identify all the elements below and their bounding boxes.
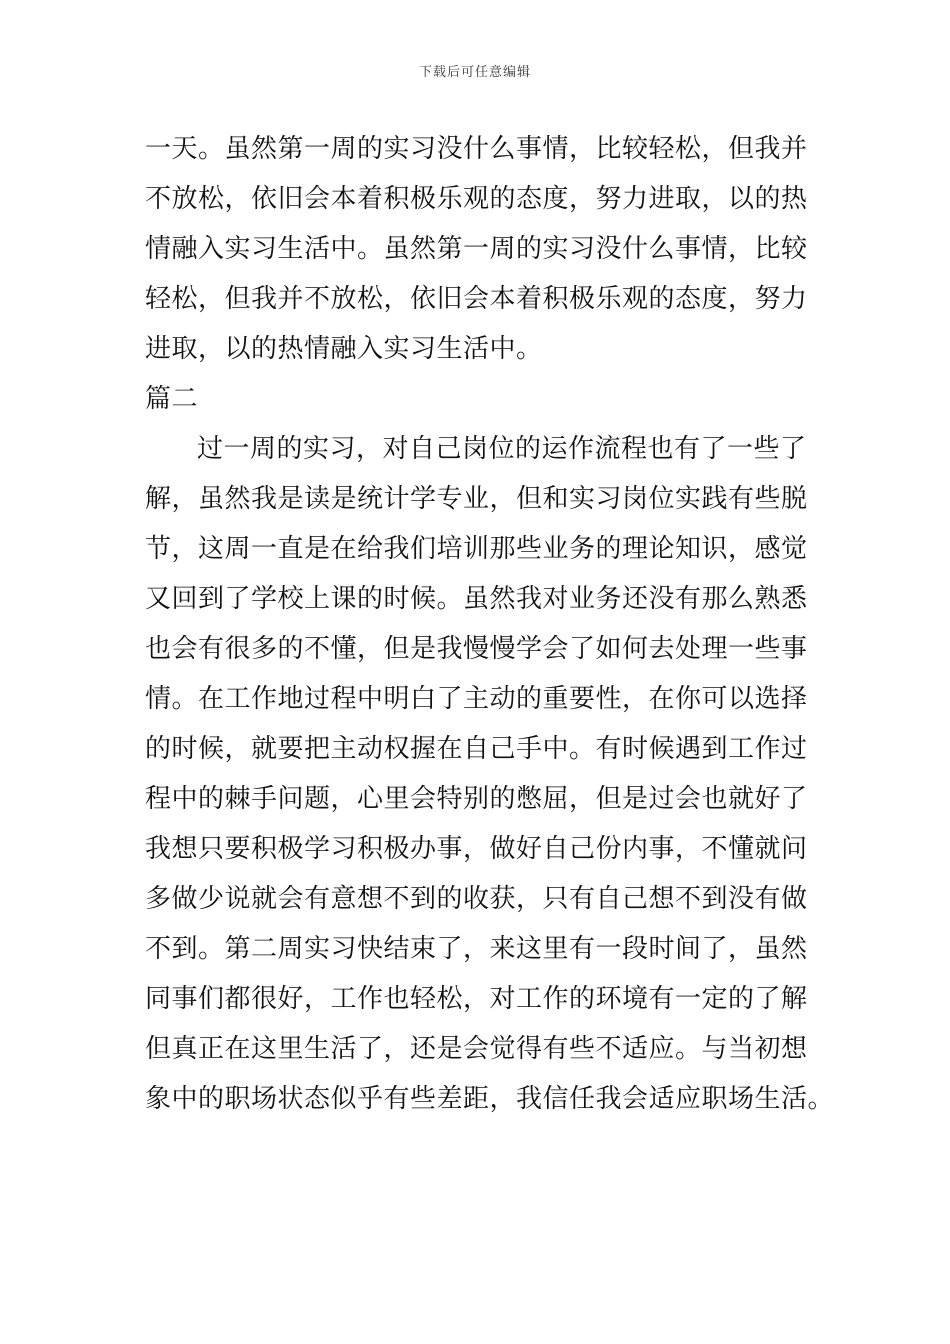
text-line: 也会有很多的不懂，但是我慢慢学会了如何去处理一些事: [145, 634, 808, 664]
text-line: 但真正在这里生活了，还是会觉得有些不适应。与当初想: [145, 1034, 808, 1064]
page-header-note: 下载后可任意编辑: [418, 65, 531, 80]
text-line: 多做少说就会有意想不到的收获，只有自己想不到没有做: [145, 884, 808, 914]
text-line: 情融入实习生活中。虽然第一周的实习没什么事情，比较: [145, 234, 808, 264]
text-line: 一天。虽然第一周的实习没什么事情，比较轻松，但我并: [145, 134, 808, 164]
text-line: 的时候，就要把主动权握在自己手中。有时候遇到工作过: [145, 734, 808, 764]
text-line: 不放松，依旧会本着积极乐观的态度，努力进取，以的热: [145, 184, 808, 214]
text-line: 我想只要积极学习积极办事，做好自己份内事，不懂就问: [145, 834, 808, 864]
text-line: 不到。第二周实习快结束了，来这里有一段时间了，虽然: [145, 934, 808, 964]
section-heading: 篇二: [145, 384, 199, 414]
text-line: 解，虽然我是读是统计学专业，但和实习岗位实践有些脱: [145, 484, 808, 514]
text-line: 程中的棘手问题，心里会特别的憋屈，但是过会也就好了: [145, 784, 808, 814]
text-line: 象中的职场状态似乎有些差距，我信任我会适应职场生活。: [145, 1084, 835, 1114]
text-line: 进取，以的热情融入实习生活中。: [145, 334, 543, 364]
text-line: 过一周的实习，对自己岗位的运作流程也有了一些了: [197, 434, 807, 464]
text-line: 节，这周一直是在给我们培训那些业务的理论知识，感觉: [145, 534, 808, 564]
document-body: [145, 124, 835, 1124]
text-line: 又回到了学校上课的时候。虽然我对业务还没有那么熟悉: [145, 584, 808, 614]
text-line: 情。在工作地过程中明白了主动的重要性，在你可以选择: [145, 684, 808, 714]
text-line: 轻松，但我并不放松，依旧会本着积极乐观的态度，努力: [145, 284, 808, 314]
text-line: 同事们都很好，工作也轻松，对工作的环境有一定的了解: [145, 984, 808, 1014]
